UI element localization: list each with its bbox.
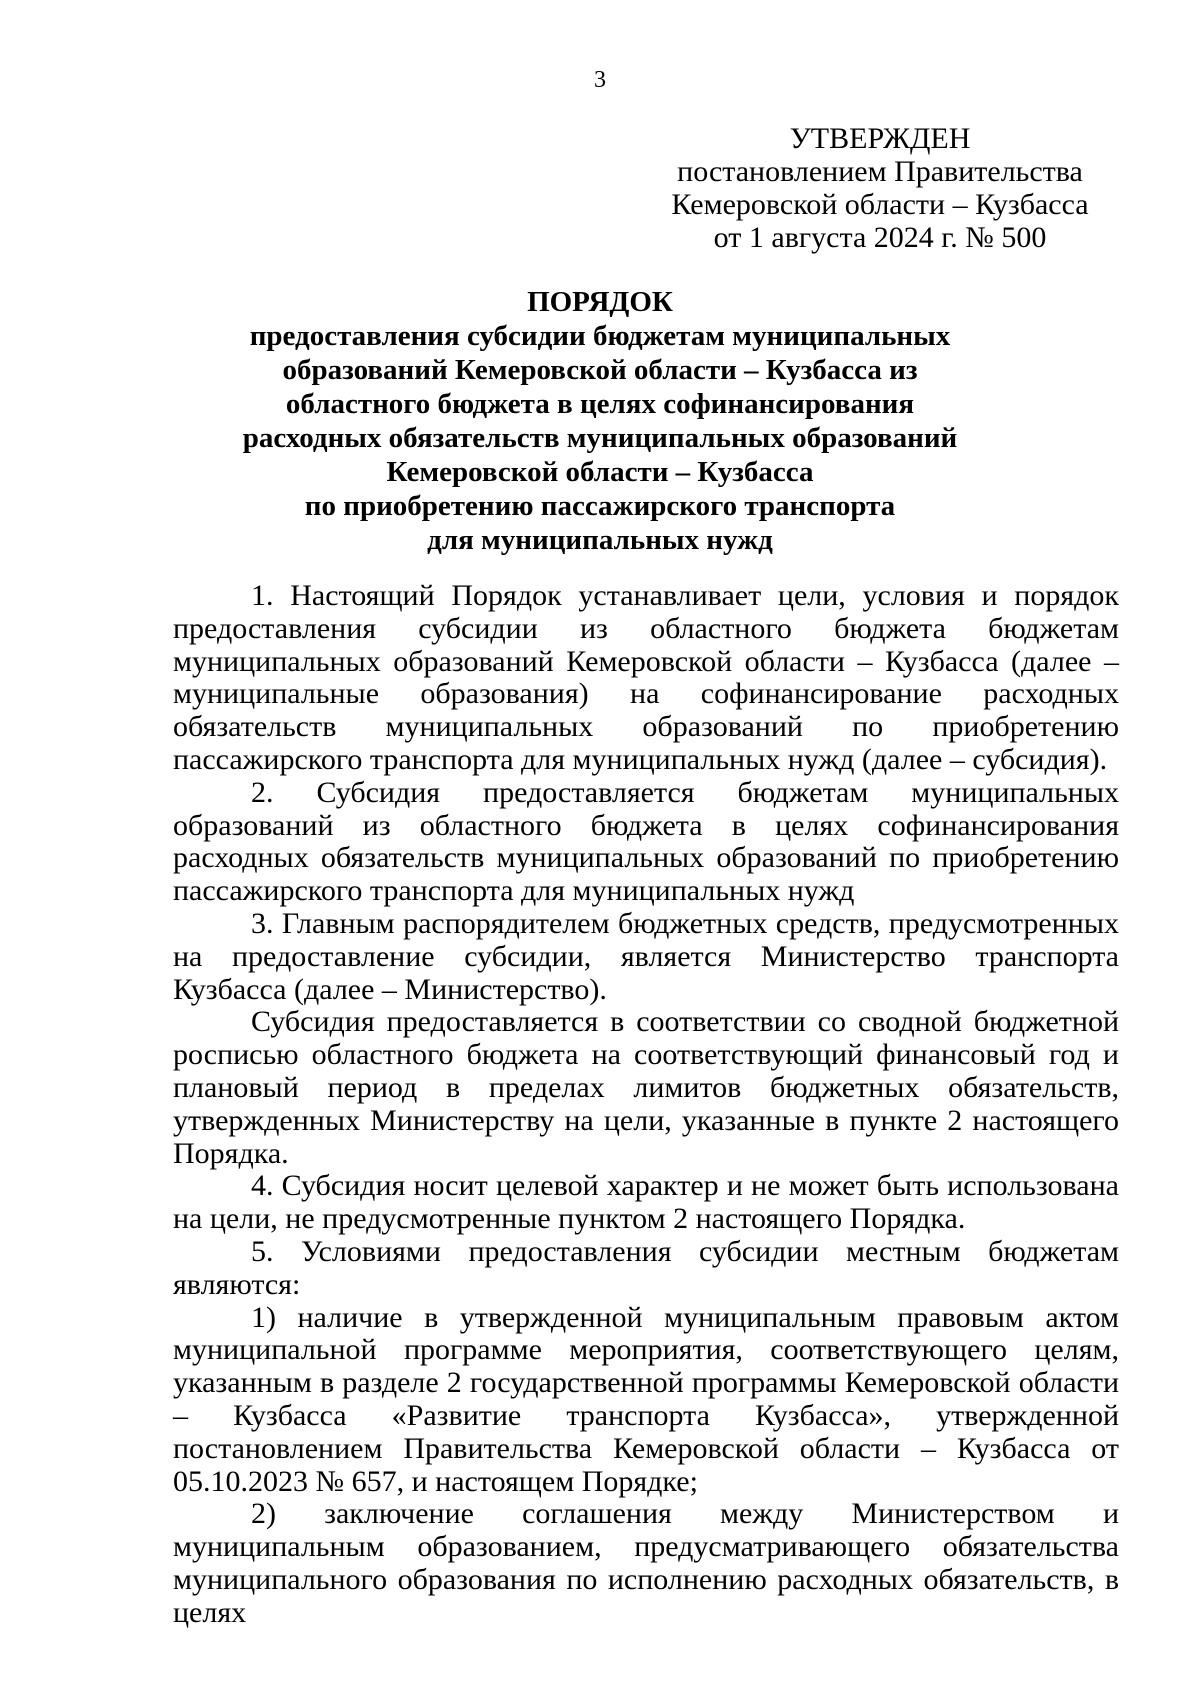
approval-stamp (660, 122, 1100, 254)
paragraph: Субсидия предоставляется в соответствии со сводной бюджетной росписью областного бюджета на соответствующий финансовый год и плановый период в пределах лимитов бюджетных обязательств, утвержденных Министерству на цели, указанные в пункте 2 настоящего Порядка. (173, 1005, 1119, 1170)
paragraph: 1. Настоящий Порядок устанавливает цели, условия и порядок предоставления субсидии из областного бюджета бюджетам муниципальных образований Кемеровской области – Кузбасса (далее – муниципальные образования) на софинансирование расходных обязательств муниципальных образований по приобретению пассажирского транспорта для муниципальных нужд (далее – субсидия). (173, 579, 1119, 776)
title-subtitle-line: для муниципальных нужд (427, 524, 773, 556)
approval-line: Кемеровской области – Кузбасса (671, 188, 1089, 221)
paragraph: 2. Субсидия предоставляется бюджетам муниципальных образований из областного бюджета в целях софинансирования расходных обязательств муниципальных образований по приобретению пассажирского транспорта для муниципальных нужд (173, 775, 1119, 908)
title-subtitle-line: образований Кемеровской области – Кузбасса из (282, 354, 918, 386)
paragraph: 3. Главным распорядителем бюджетных средств, предусмотренных на предоставление субсидии, является Министерство транспорта Кузбасса (далее – Министерство). (173, 906, 1119, 1006)
title-subtitle-line: расходных обязательств муниципальных образований (242, 422, 958, 454)
title-subtitle-line: по приобретению пассажирского транспорта (304, 490, 896, 522)
paragraph: 4. Субсидия носит целевой характер и не может быть использована на цели, не предусмотренные пунктом 2 настоящего Порядка. (173, 1169, 1119, 1236)
title-subtitle-line: предоставления субсидии бюджетам муниципальных (249, 320, 951, 352)
page-number: 3 (594, 67, 606, 93)
approval-line: от 1 августа 2024 г. № 500 (713, 221, 1047, 254)
title-main: ПОРЯДОК (527, 286, 673, 318)
approval-line: постановлением Правительства (677, 155, 1083, 188)
title-subtitle-line: Кемеровской области – Кузбасса (386, 456, 814, 488)
paragraph: 5. Условиями предоставления субсидии местным бюджетам являются: (173, 1234, 1119, 1301)
document-body (173, 580, 1119, 1630)
document-title (150, 285, 1050, 557)
paragraph: 1) наличие в утвержденной муниципальным правовым актом муниципальной программе мероприятия, соответствующего целям, указанным в разделе 2 государственной программы Кемеровской области – Кузбасса «Развитие транспорта Кузбасса», утвержденной постановлением Правительства Кемеровской области – Кузбасса от 05.10.2023 № 657, и настоящем Порядке; (173, 1300, 1119, 1498)
approval-line: УТВЕРЖДЕН (789, 122, 971, 155)
title-subtitle-line: областного бюджета в целях софинансирования (285, 388, 915, 420)
paragraph: 2) заключение соглашения между Министерством и муниципальным образованием, предусматривающего обязательства муниципального образования по исполнению расходных обязательств, в целях (173, 1497, 1119, 1629)
